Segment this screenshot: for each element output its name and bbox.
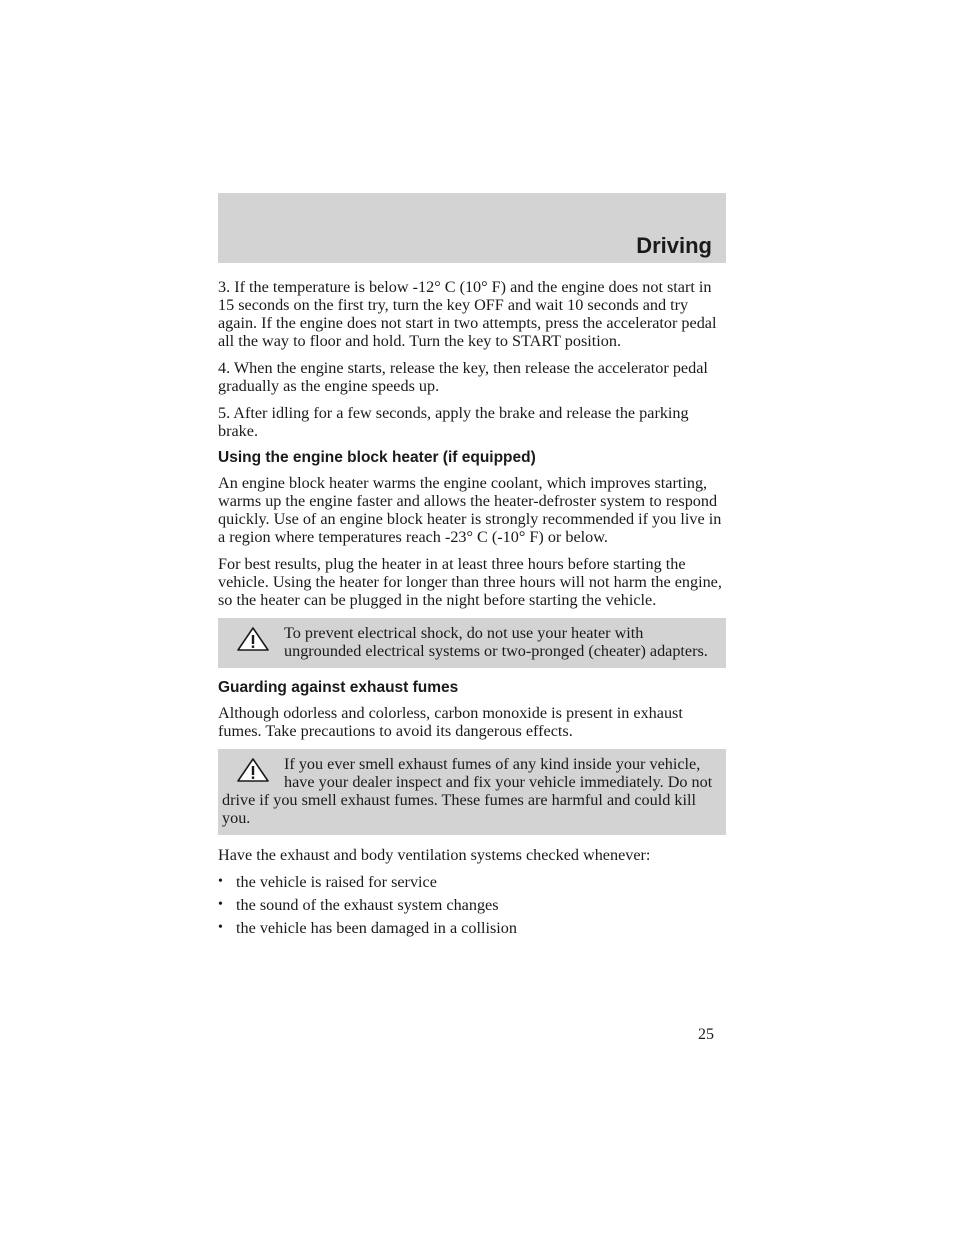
block-heater-paragraph-1: An engine block heater warms the engine coolant, which improves starting, warms up the engine faster and allows the heater-defroster system to respond quickly. Use of an engine block heater is strongly recommended if you live in a region where temperatures reach -23° C (-10° F) or below. <box>218 474 722 546</box>
bullet-icon: • <box>218 897 223 912</box>
section-header <box>218 193 726 263</box>
step-3-paragraph: 3. If the temperature is below -12° C (10° F) and the engine does not start in 15 seconds on the first try, turn the key OFF and wait 10 seconds and try again. If the engine does not start in two attempts, press the accelerator pedal all the way to floor and hold. Turn the key to START position. <box>218 278 717 350</box>
step-5-paragraph: 5. After idling for a few seconds, apply the brake and release the parking brake. <box>218 404 689 440</box>
block-heater-heading: Using the engine block heater (if equipped) <box>218 449 536 466</box>
bullet-icon: • <box>218 920 223 935</box>
exhaust-heading: Guarding against exhaust fumes <box>218 679 459 696</box>
list-item <box>218 919 726 937</box>
list-item <box>218 896 726 914</box>
step-4-paragraph: 4. When the engine starts, release the key, then release the accelerator pedal gradually as the engine speeds up. <box>218 359 708 395</box>
warning-triangle-icon <box>236 626 270 652</box>
electrical-shock-warning-text: To prevent electrical shock, do not use your heater with ungrounded electrical systems or two-pronged (cheater) adapters. <box>284 624 708 660</box>
list-item-text: the vehicle is raised for service <box>236 873 437 891</box>
exhaust-check-list <box>218 873 726 937</box>
block-heater-paragraph-2: For best results, plug the heater in at least three hours before starting the vehicle. Using the heater for longer than three hours will not harm the engine, so the heater can be plugged in the night before starting the vehicle. <box>218 555 722 609</box>
page-number: 25 <box>698 1026 714 1043</box>
bullet-icon: • <box>218 874 223 889</box>
exhaust-paragraph-1: Although odorless and colorless, carbon monoxide is present in exhaust fumes. Take precautions to avoid its dangerous effects. <box>218 704 683 740</box>
exhaust-paragraph-2: Have the exhaust and body ventilation systems checked whenever: <box>218 846 651 864</box>
page-content <box>218 278 726 942</box>
electrical-shock-warning <box>218 618 726 668</box>
exhaust-fumes-warning <box>218 749 726 835</box>
list-item-text: the vehicle has been damaged in a collision <box>236 919 517 937</box>
section-title: Driving <box>636 233 712 258</box>
list-item <box>218 873 726 891</box>
list-item-text: the sound of the exhaust system changes <box>236 896 499 914</box>
warning-triangle-icon <box>236 757 270 783</box>
exhaust-fumes-warning-text: If you ever smell exhaust fumes of any kind inside your vehicle, have your dealer inspect and fix your vehicle immediately. Do not drive if you smell exhaust fumes. These fumes are harmful and could kill you. <box>222 755 713 827</box>
